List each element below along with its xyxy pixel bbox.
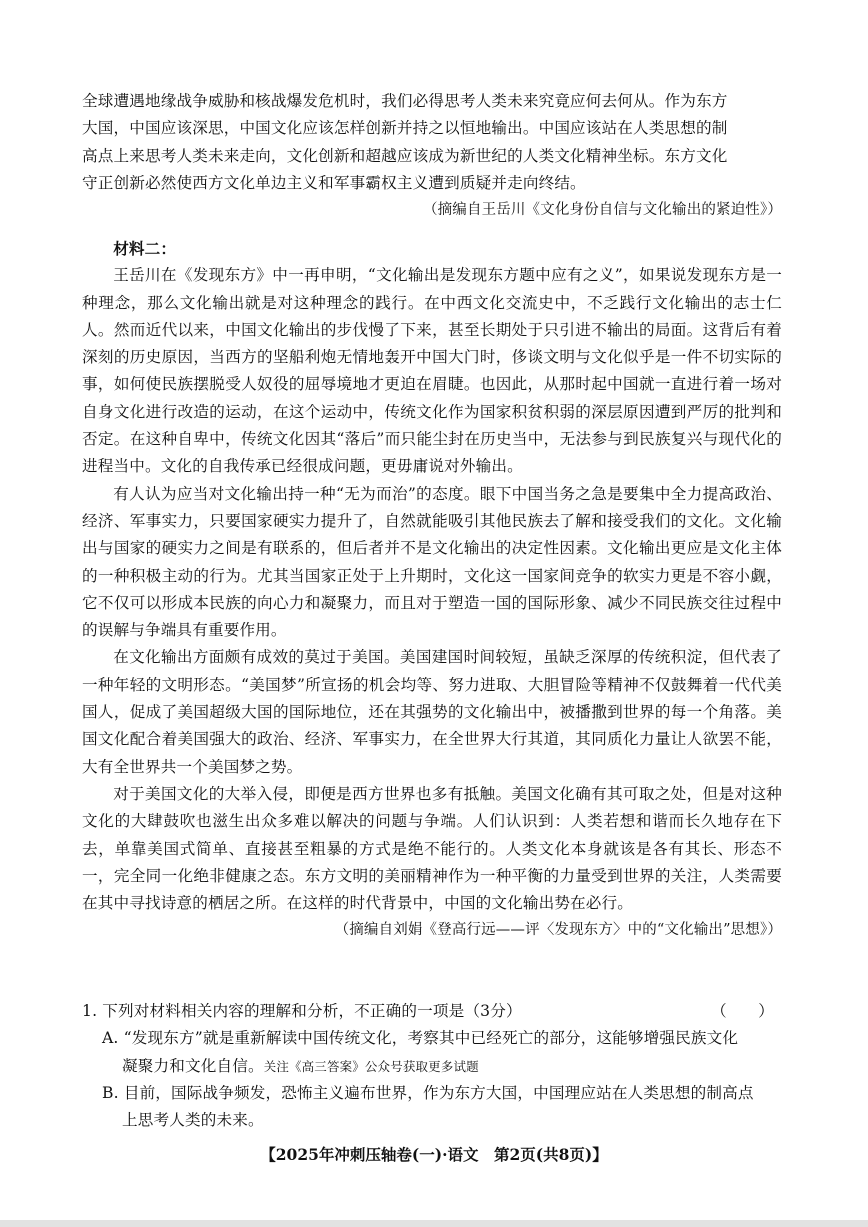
question-1: [82, 998, 782, 1134]
question-stem: 1. 下列对材料相关内容的理解和分析，不正确的一项是（3分）: [82, 1002, 522, 1020]
option-b[interactable]: [82, 1080, 782, 1135]
bottom-edge: [0, 1220, 868, 1227]
material2-heading: 材料二：: [113, 239, 177, 258]
question-stem-row: [82, 998, 782, 1025]
material2-paragraph-1: 王岳川在《发现东方》中一再申明，“文化输出是发现东方题中应有之义”，如果说发现东方是一种理念，那么文化输出就是对这种理念的践行。在中西文化交流史中，不乏践行文化输出的志士仁人。然而近代以来，中国文化输出的步伐慢了下来，甚至长期处于只引进不输出的局面。这背后有着深刻的历史原因，当西方的坚船利炮无情地轰开中国大门时，侈谈文明与文化似乎是一件不切实际的事，如何使民族摆脱受人奴役的屈辱境地才更迫在眉睫。也因此，从那时起中国就一直进行着一场对自身文化进行改造的运动，在这个运动中，传统文化作为国家积贫积弱的深层原因遭到严厉的批判和否定。在这种自卑中，传统文化因其“落后”而只能尘封在历史当中，无法参与到民族复兴与现代化的进程当中。文化的自我传承已经很成问题，更毋庸说对外输出。: [82, 266, 782, 476]
option-a-line2: 凝聚力和文化自信。: [122, 1056, 264, 1075]
watermark-note: 关注《高三答案》公众号获取更多试题: [263, 1058, 479, 1074]
material2: [82, 235, 782, 945]
option-b-line1: B. 目前，国际战争频发，恐怖主义遍布世界，作为东方大国，中国理应站在人类思想的制高点: [102, 1083, 754, 1102]
passage1-continuation: [82, 88, 782, 224]
passage1-line: 大国，中国应该深思，中国文化应该怎样创新并持之以恒地输出。中国应该站在人类思想的制: [82, 119, 728, 138]
option-a[interactable]: [82, 1025, 782, 1080]
passage1-source: （摘编自王岳川《文化身份自信与文化输出的紧迫性》）: [423, 202, 782, 219]
material2-paragraph-4: 对于美国文化的大举入侵，即便是西方世界也多有抵触。美国文化确有其可取之处，但是对这种文化的大肆鼓吹也滋生出众多难以解决的问题与争端。人们认识到：人类若想和谐而长久地存在下去，单靠美国式简单、直接甚至粗暴的方式是绝不能行的。人类文化本身就该是各有其长、形态不一，完全同一化绝非健康之态。东方文明的美丽精神作为一种平衡的力量受到世界的关注，人类需要在其中寻找诗意的栖居之所。在这样的时代背景中，中国的文化输出势在必行。: [82, 784, 782, 913]
passage1-line: 高点上来思考人类未来走向，文化创新和超越应该成为新世纪的人类文化精神坐标。东方文化: [82, 146, 728, 165]
passage1-line: 全球遭遇地缘战争威胁和核战爆发危机时，我们必得思考人类未来究竟应何去何从。作为东方: [82, 92, 728, 110]
option-a-line2-row: [102, 1053, 782, 1080]
option-a-line1: A. “发现东方”就是重新解读中国传统文化，考察其中已经死亡的部分，这能够增强民族文化: [102, 1029, 739, 1048]
material2-paragraph-3: 在文化输出方面颇有成效的莫过于美国。美国建国时间较短，虽缺乏深厚的传统积淀，但代表了一种年轻的文明形态。“美国梦”所宣扬的机会均等、努力进取、大胆冒险等精神不仅鼓舞着一代代美国人，促成了美国超级大国的国际地位，还在其强势的文化输出中，被播撒到世界的每一个角落。美国文化配合着美国强大的政治、经济、军事实力，在全世界大行其道，其同质化力量让人欲罢不能，大有全世界共一个美国梦之势。: [82, 648, 782, 776]
page-footer: 【2025年冲刺压轴卷(一)·语文 第2页(共8页)】: [260, 1145, 608, 1164]
option-b-line2: 上思考人类的未来。: [122, 1111, 264, 1130]
material2-source: （摘编自刘娟《登高行远——评〈发现东方〉中的“文化输出”思想》）: [334, 922, 782, 939]
passage1-line: 守正创新必然使西方文化单边主义和军事霸权主义遭到质疑并走向终结。: [82, 173, 586, 192]
answer-blank[interactable]: （ ）: [711, 1002, 774, 1020]
material2-paragraph-2: 有人认为应当对文化输出持一种“无为而治”的态度。眼下中国当务之急是要集中全力提高政治、经济、军事实力，只要国家硬实力提升了，自然就能吸引其他民族去了解和接受我们的文化。文化输出与国家的硬实力之间是有联系的，但后者并不是文化输出的决定性因素。文化输出更应是文化主体的一种积极主动的行为。尤其当国家正处于上升期时，文化这一国家间竞争的软实力更是不容小觑，它不仅可以形成本民族的向心力和凝聚力，而且对于塑造一国的国际形象、减少不同民族交往过程中的误解与争端具有重要作用。: [82, 484, 782, 640]
